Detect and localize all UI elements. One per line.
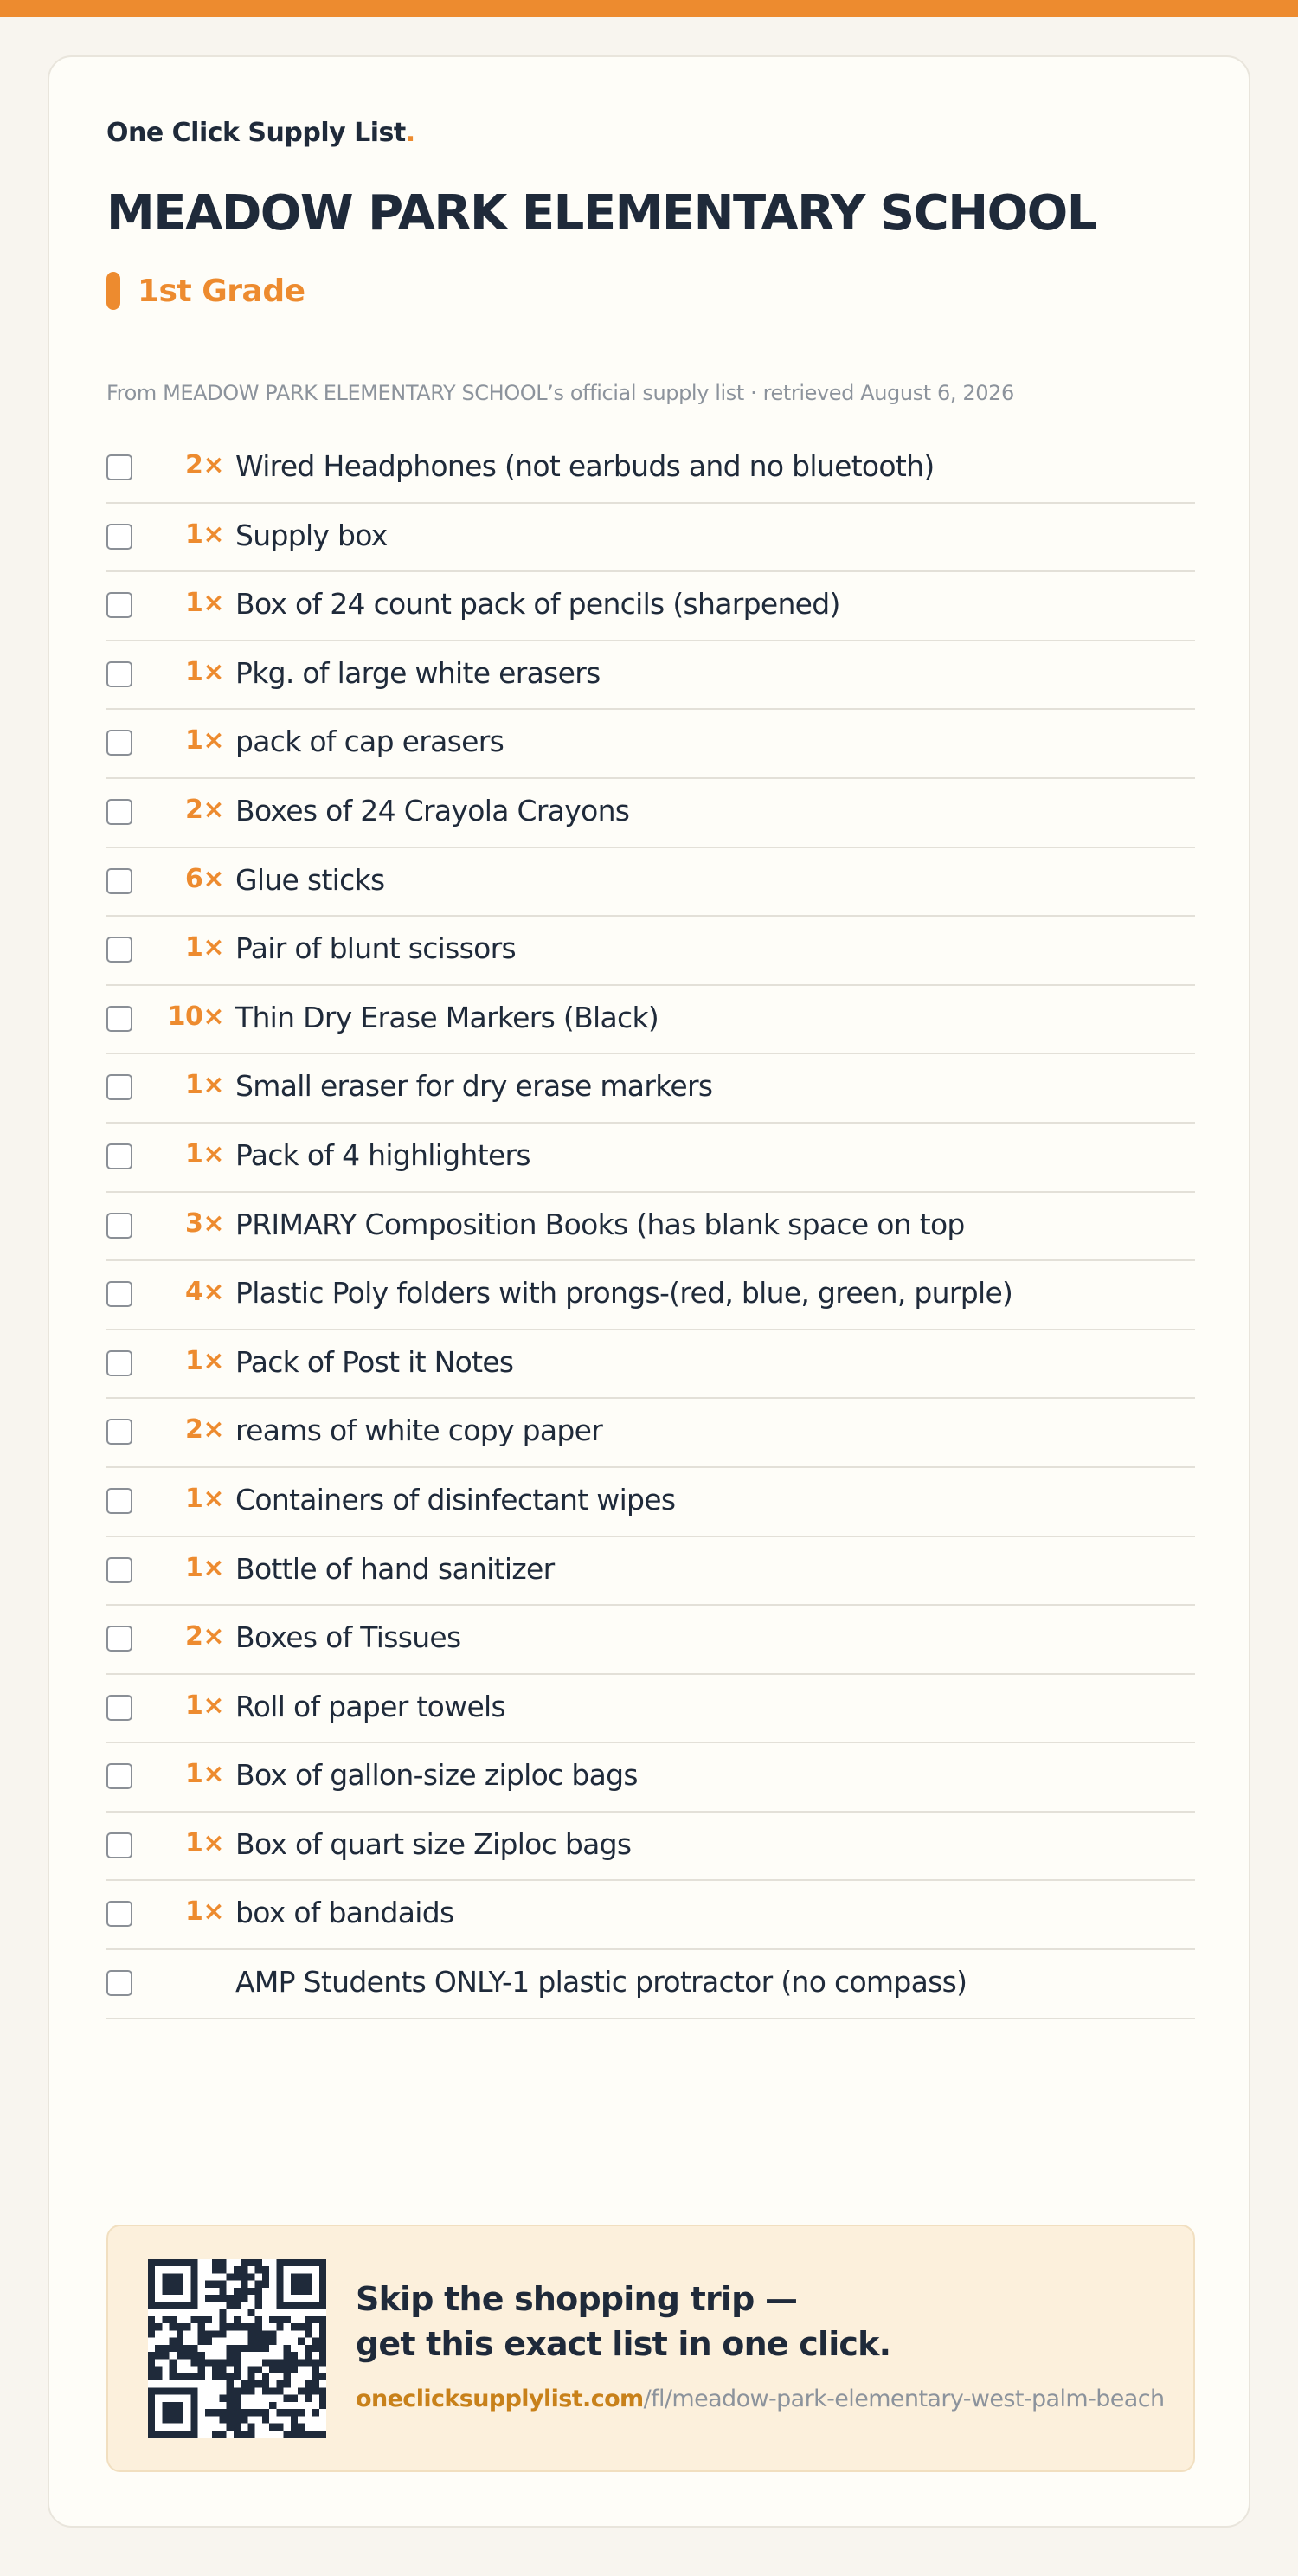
item-label: Roll of paper towels <box>235 1689 506 1723</box>
list-item[interactable] <box>106 572 1195 641</box>
item-label: Box of gallon-size ziploc bags <box>235 1758 638 1793</box>
item-checkbox[interactable] <box>106 1626 132 1652</box>
item-label: Glue sticks <box>235 862 385 897</box>
item-checkbox[interactable] <box>106 1695 132 1721</box>
item-label: pack of cap erasers <box>235 724 504 759</box>
item-label: Containers of disinfectant wipes <box>235 1482 676 1517</box>
item-quantity: 6× <box>184 863 224 894</box>
item-quantity: 2× <box>184 794 224 825</box>
list-item[interactable] <box>106 848 1195 918</box>
supply-list-card <box>48 55 1250 2528</box>
item-quantity: 1× <box>184 588 224 619</box>
school-title: MEADOW PARK ELEMENTARY SCHOOL <box>106 185 1096 242</box>
qr-code-icon[interactable] <box>148 2259 326 2438</box>
promo-box <box>106 2225 1195 2472</box>
promo-url-path: /fl/meadow-park-elementary-west-palm-beach <box>643 2386 1165 2412</box>
list-item[interactable] <box>106 1743 1195 1813</box>
item-quantity: 1× <box>184 1827 224 1858</box>
item-checkbox[interactable] <box>106 1901 132 1927</box>
grade-accent-bar <box>106 272 120 310</box>
item-label: Pair of blunt scissors <box>235 931 516 966</box>
item-quantity: 1× <box>184 1483 224 1514</box>
supply-list <box>106 435 1195 2019</box>
brand-name: One Click Supply List <box>106 118 406 148</box>
source-attribution: From MEADOW PARK ELEMENTARY SCHOOL’s official supply list · retrieved August 6, 2026 <box>106 381 1014 405</box>
item-quantity: 2× <box>184 1414 224 1446</box>
item-quantity: 4× <box>184 1277 224 1308</box>
item-checkbox[interactable] <box>106 1006 132 1032</box>
item-label: Thin Dry Erase Markers (Black) <box>235 1000 659 1034</box>
item-label: reams of white copy paper <box>235 1414 603 1448</box>
item-label: Wired Headphones (not earbuds and no bluetooth) <box>235 449 935 483</box>
item-checkbox[interactable] <box>106 937 132 963</box>
item-checkbox[interactable] <box>106 661 132 687</box>
list-item[interactable] <box>106 710 1195 779</box>
item-quantity: 1× <box>184 932 224 963</box>
promo-headline-line2: get this exact list in one click. <box>356 2325 891 2363</box>
list-item[interactable] <box>106 779 1195 848</box>
item-label: Pack of 4 highlighters <box>235 1137 530 1172</box>
item-checkbox[interactable] <box>106 1213 132 1239</box>
item-checkbox[interactable] <box>106 1488 132 1514</box>
item-checkbox[interactable] <box>106 1143 132 1169</box>
item-label: Bottle of hand sanitizer <box>235 1551 555 1586</box>
item-label: Boxes of 24 Crayola Crayons <box>235 793 630 828</box>
list-item[interactable] <box>106 1261 1195 1330</box>
promo-url-domain: oneclicksupplylist.com <box>356 2386 644 2412</box>
item-checkbox[interactable] <box>106 1350 132 1376</box>
item-checkbox[interactable] <box>106 454 132 480</box>
item-label: Pack of Post it Notes <box>235 1344 514 1379</box>
item-checkbox[interactable] <box>106 524 132 550</box>
item-label: Boxes of Tissues <box>235 1620 461 1655</box>
item-label: Plastic Poly folders with prongs-(red, blue, green, purple) <box>235 1276 1013 1311</box>
item-quantity: 10× <box>167 1001 224 1032</box>
item-label: AMP Students ONLY-1 plastic protractor (no compass) <box>235 1965 967 2000</box>
item-checkbox[interactable] <box>106 1763 132 1789</box>
grade-label: 1st Grade <box>138 273 305 309</box>
item-checkbox[interactable] <box>106 799 132 825</box>
item-checkbox[interactable] <box>106 1970 132 1996</box>
item-checkbox[interactable] <box>106 1557 132 1583</box>
brand-dot: . <box>405 118 415 148</box>
item-quantity: 1× <box>184 1897 224 1928</box>
list-item[interactable] <box>106 1537 1195 1607</box>
list-item[interactable] <box>106 641 1195 711</box>
list-item[interactable] <box>106 1606 1195 1675</box>
item-label: box of bandaids <box>235 1896 454 1930</box>
item-quantity: 3× <box>184 1208 224 1239</box>
list-item[interactable] <box>106 1675 1195 1744</box>
grade-heading <box>106 270 305 312</box>
item-quantity: 1× <box>184 1690 224 1721</box>
brand-logo[interactable] <box>106 118 415 148</box>
promo-headline-line1: Skip the shopping trip — <box>356 2280 798 2318</box>
item-quantity: 1× <box>184 1138 224 1169</box>
promo-link[interactable] <box>356 2386 1165 2412</box>
item-checkbox[interactable] <box>106 1281 132 1307</box>
item-checkbox[interactable] <box>106 1074 132 1100</box>
list-item[interactable] <box>106 1813 1195 1882</box>
list-item[interactable] <box>106 1468 1195 1537</box>
item-checkbox[interactable] <box>106 1832 132 1858</box>
list-item[interactable] <box>106 1124 1195 1193</box>
item-label: Box of quart size Ziploc bags <box>235 1826 632 1861</box>
item-checkbox[interactable] <box>106 1419 132 1445</box>
item-quantity: 1× <box>184 1759 224 1790</box>
item-checkbox[interactable] <box>106 868 132 894</box>
list-item[interactable] <box>106 1330 1195 1400</box>
promo-headline <box>356 2277 890 2367</box>
item-quantity: 1× <box>184 1070 224 1101</box>
item-quantity: 2× <box>184 1621 224 1652</box>
item-label: Pkg. of large white erasers <box>235 655 601 690</box>
list-item[interactable] <box>106 1193 1195 1262</box>
list-item[interactable] <box>106 986 1195 1055</box>
list-item[interactable] <box>106 917 1195 986</box>
top-accent-bar <box>0 0 1298 17</box>
item-label: Small eraser for dry erase markers <box>235 1069 713 1104</box>
item-label: PRIMARY Composition Books (has blank space on top <box>235 1207 965 1241</box>
item-quantity: 1× <box>184 725 224 757</box>
item-quantity: 1× <box>184 1552 224 1583</box>
list-item[interactable] <box>106 1881 1195 1950</box>
list-item[interactable] <box>106 504 1195 573</box>
list-item[interactable] <box>106 1399 1195 1468</box>
item-checkbox[interactable] <box>106 592 132 618</box>
item-quantity: 1× <box>184 656 224 687</box>
list-item[interactable] <box>106 435 1195 504</box>
item-label: Supply box <box>235 518 388 552</box>
item-quantity: 1× <box>184 1345 224 1376</box>
list-item[interactable] <box>106 1950 1195 2019</box>
item-checkbox[interactable] <box>106 730 132 756</box>
item-quantity: 2× <box>184 450 224 480</box>
list-item[interactable] <box>106 1054 1195 1124</box>
item-label: Box of 24 count pack of pencils (sharpened) <box>235 587 840 621</box>
item-quantity: 1× <box>184 518 224 550</box>
